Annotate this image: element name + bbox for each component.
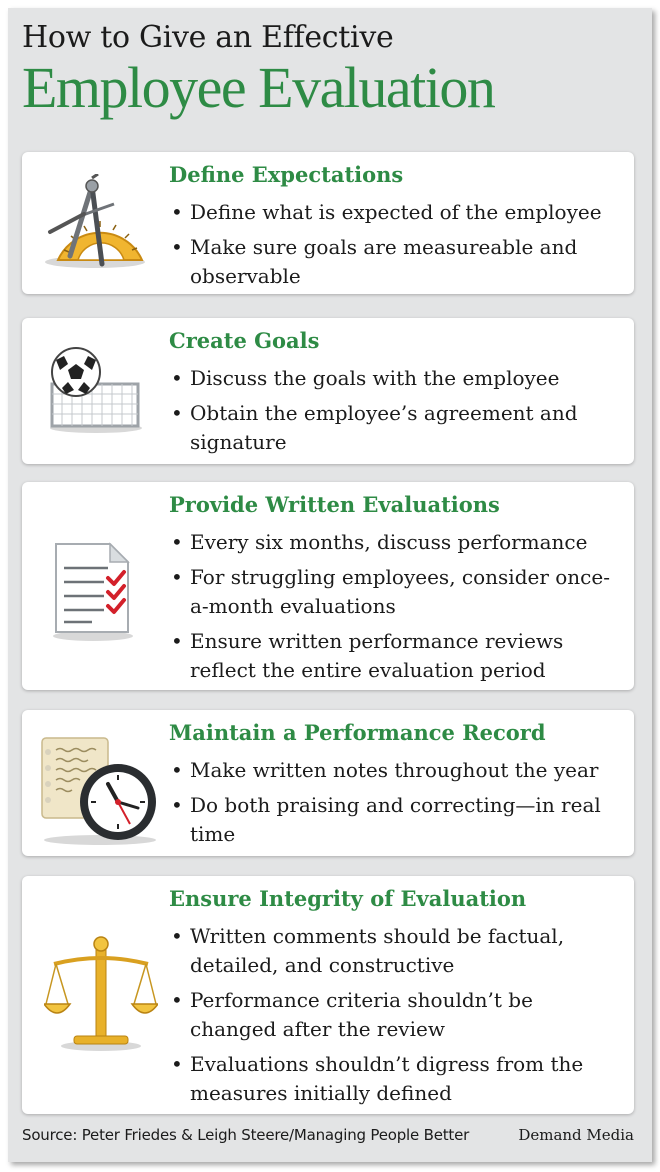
list-item: • Every six months, discuss performance <box>169 528 624 557</box>
list-item: • Performance criteria shouldn’t be changed after the review <box>169 986 624 1044</box>
list-item: • Written comments should be factual, detailed, and constructive <box>169 922 624 980</box>
list-item: • Make sure goals are measureable and observable <box>169 233 624 291</box>
section-create-goals <box>22 318 634 464</box>
source-credit: Source: Peter Friedes & Leigh Steere/Managing People Better <box>22 1126 470 1144</box>
section-heading: Ensure Integrity of Evaluation <box>169 886 527 911</box>
section-heading: Create Goals <box>169 328 320 353</box>
list-item: • Define what is expected of the employee <box>169 198 624 227</box>
list-item: • Do both praising and correcting—in real time <box>169 791 624 849</box>
section-maintain-performance-record <box>22 710 634 856</box>
list-item: • Evaluations shouldn’t digress from the measures initially defined <box>169 1050 624 1108</box>
section-ensure-integrity <box>22 876 634 1114</box>
bullet-list <box>169 198 624 297</box>
section-heading: Define Expectations <box>169 162 404 187</box>
section-define-expectations <box>22 152 634 294</box>
notes-clock-icon <box>38 730 162 846</box>
list-item: • For struggling employees, consider once-a-month evaluations <box>169 563 624 621</box>
list-item: • Obtain the employee’s agreement and signature <box>169 399 624 457</box>
checklist-document-icon <box>48 538 138 642</box>
brand-credit: Demand Media <box>518 1126 634 1144</box>
section-heading: Maintain a Performance Record <box>169 720 546 745</box>
bullet-list <box>169 922 624 1114</box>
page-title: Employee Evaluation <box>22 55 495 120</box>
title-line-1: How to Give an Effective <box>22 20 394 55</box>
list-item: • Make written notes throughout the year <box>169 756 624 785</box>
balance-scale-icon <box>44 932 158 1052</box>
section-heading: Provide Written Evaluations <box>169 492 500 517</box>
list-item: • Discuss the goals with the employee <box>169 364 624 393</box>
list-item: • Ensure written performance reviews reflect the entire evaluation period <box>169 627 624 685</box>
soccer-ball-goal-icon <box>46 344 146 434</box>
section-provide-written-evaluations <box>22 482 634 690</box>
drafting-compass-protractor-icon <box>40 174 150 274</box>
bullet-list <box>169 364 624 463</box>
bullet-list <box>169 756 624 855</box>
bullet-list <box>169 528 624 691</box>
